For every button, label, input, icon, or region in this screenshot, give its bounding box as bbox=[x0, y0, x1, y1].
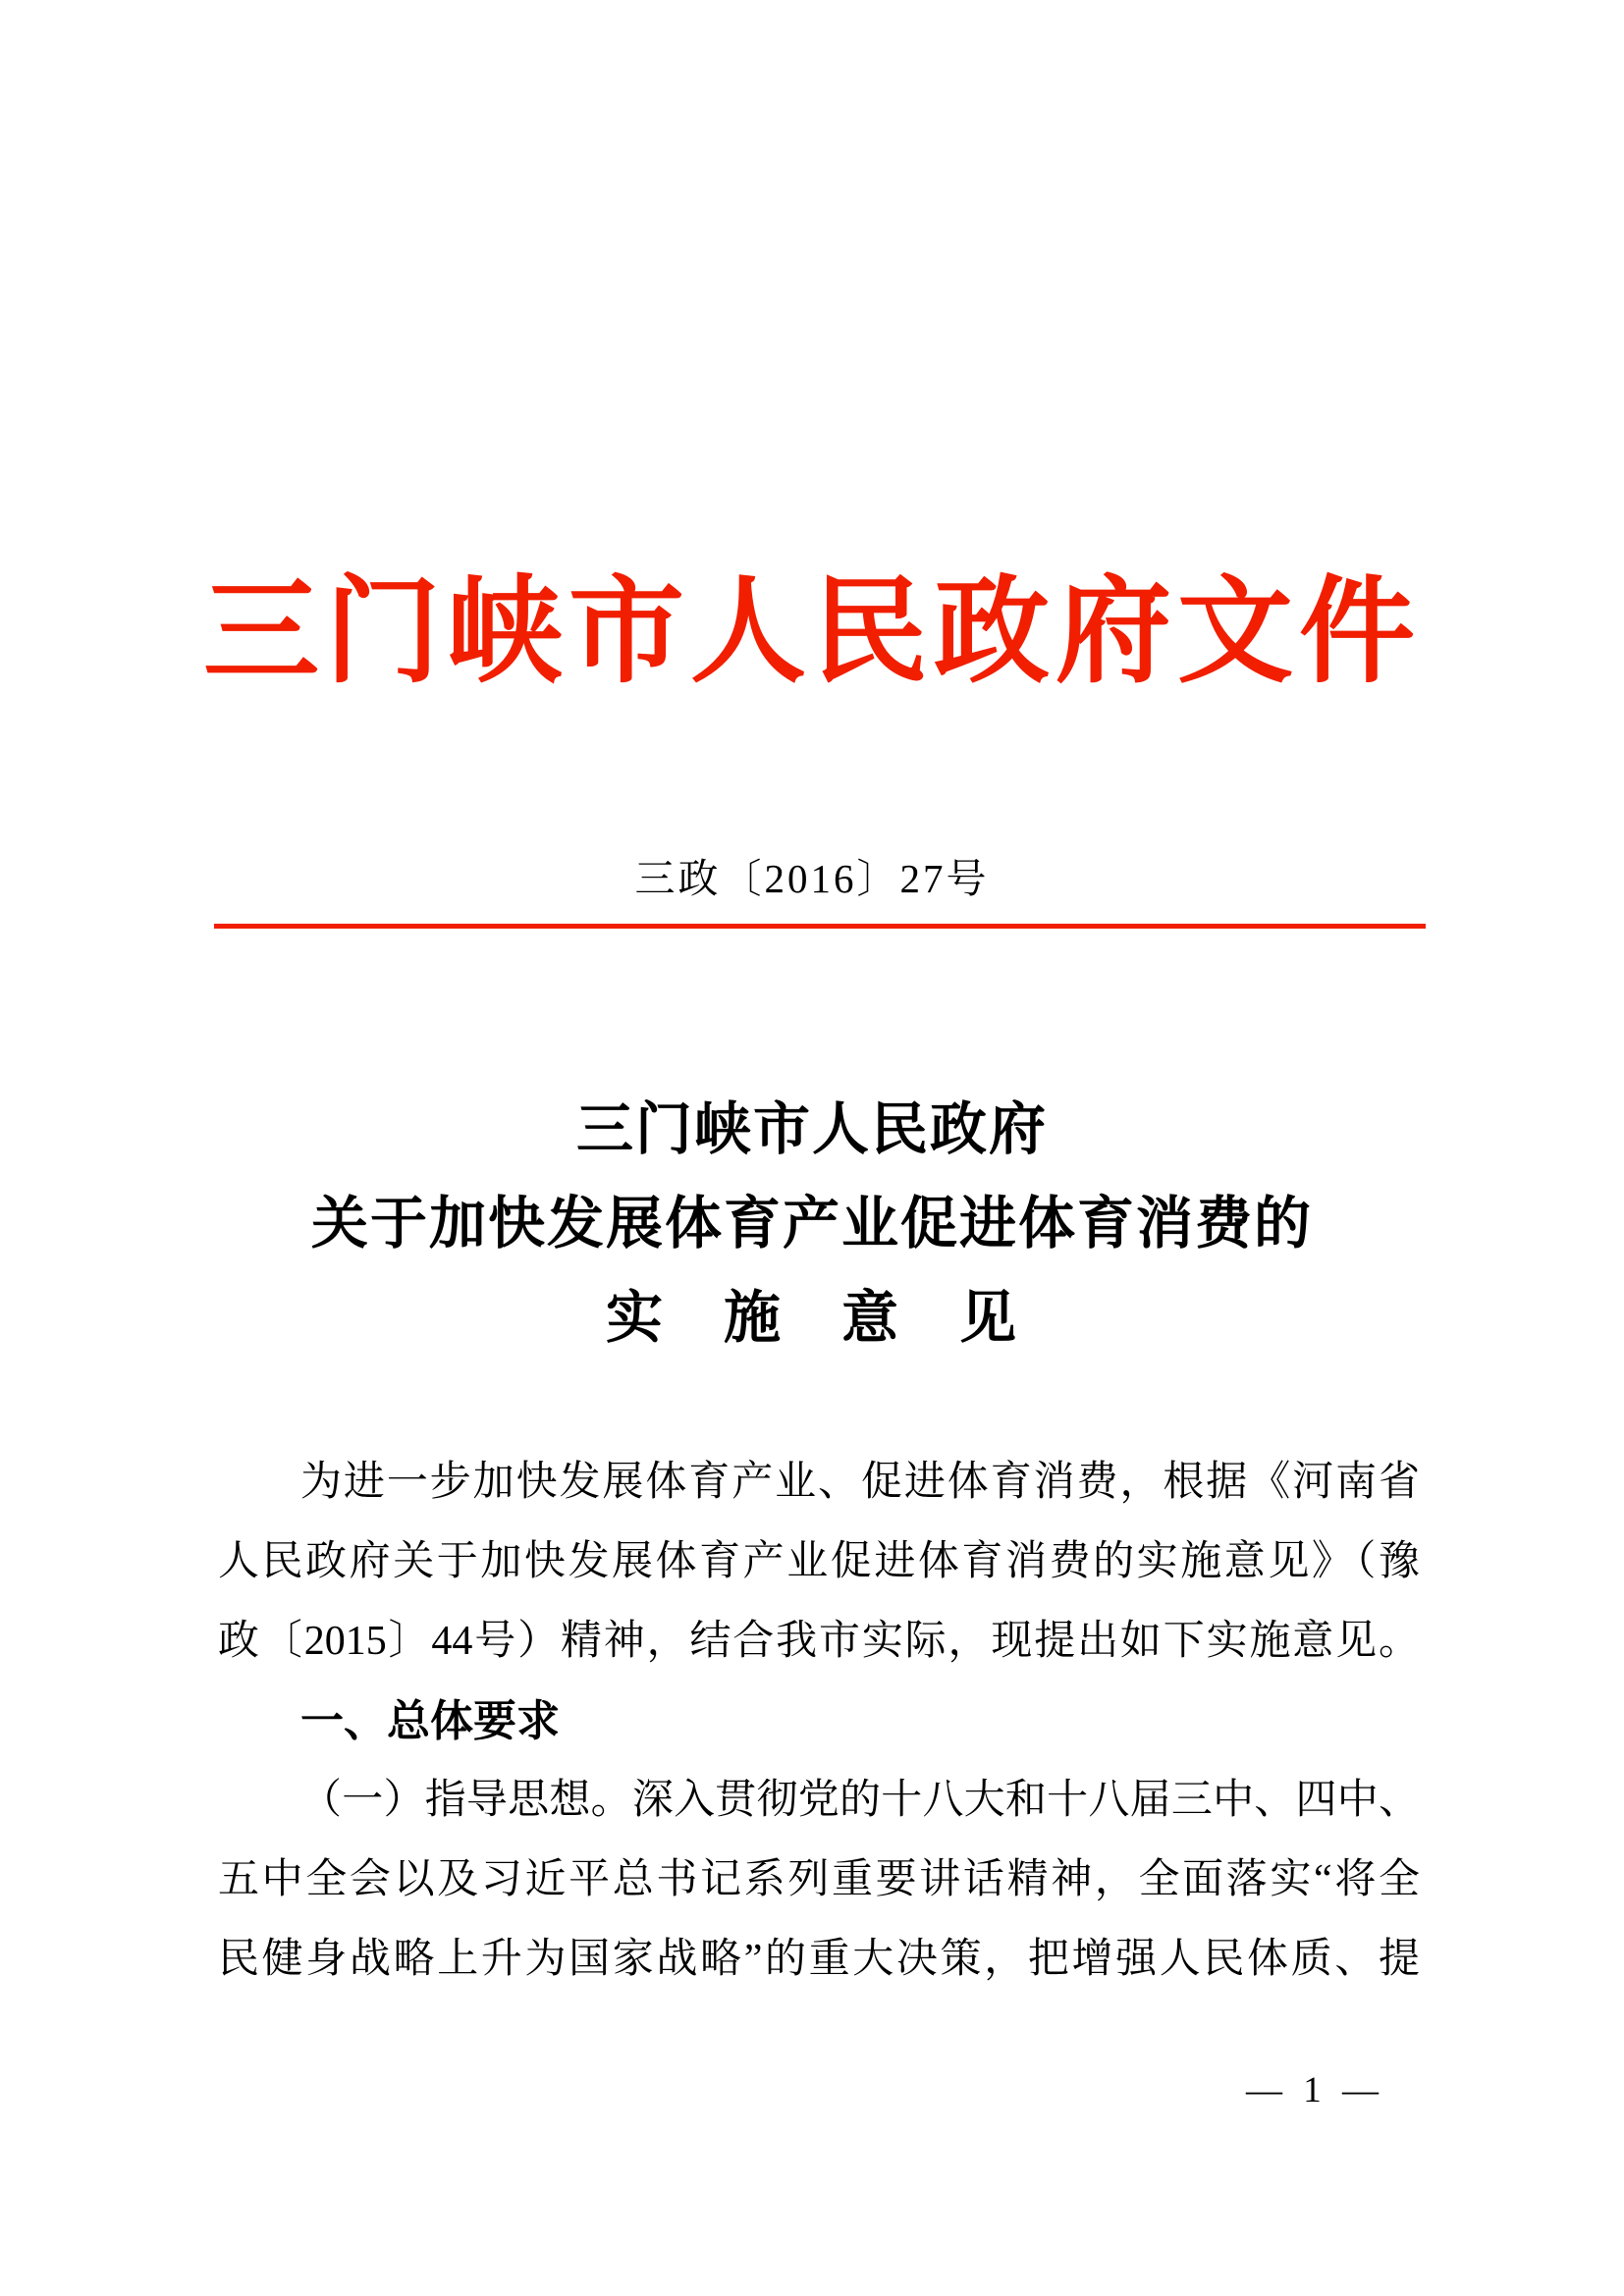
paragraph1-line2: 人民政府关于加快发展体育产业促进体育消费的实施意见》（豫 bbox=[218, 1539, 1420, 1584]
red-divider-line bbox=[214, 924, 1426, 929]
document-title-line-2: 关于加快发展体育产业促进体育消费的 bbox=[310, 1192, 1313, 1255]
paragraph2-line3: 民健身战略上升为国家战略”的重大决策，把增强人民体质、提 bbox=[218, 1937, 1420, 1982]
document-title bbox=[0, 1083, 1624, 1365]
document-body bbox=[218, 1443, 1420, 2000]
paragraph1-line1: 为进一步加快发展体育产业、促进体育消费，根据《河南省 bbox=[300, 1460, 1420, 1505]
document-title-line-3: 实 施 意 见 bbox=[605, 1286, 1018, 1350]
paragraph1-line3: 政〔2015〕44号）精神，结合我市实际，现提出如下实施意见。 bbox=[218, 1619, 1420, 1664]
document-title-line-1: 三门峡市人民政府 bbox=[575, 1097, 1048, 1161]
page-number: — 1 — bbox=[1246, 2070, 1384, 2110]
section-heading-1: 一、总体要求 bbox=[300, 1697, 560, 1745]
paragraph2-line1: （一）指导思想。深入贯彻党的十八大和十八届三中、四中、 bbox=[300, 1778, 1420, 1823]
paragraph2-line2: 五中全会以及习近平总书记系列重要讲话精神，全面落实“将全 bbox=[218, 1857, 1420, 1902]
document-number: 三政〔2016〕27号 bbox=[634, 856, 990, 901]
red-masthead-title: 三门峡市人民政府文件 bbox=[202, 568, 1421, 697]
